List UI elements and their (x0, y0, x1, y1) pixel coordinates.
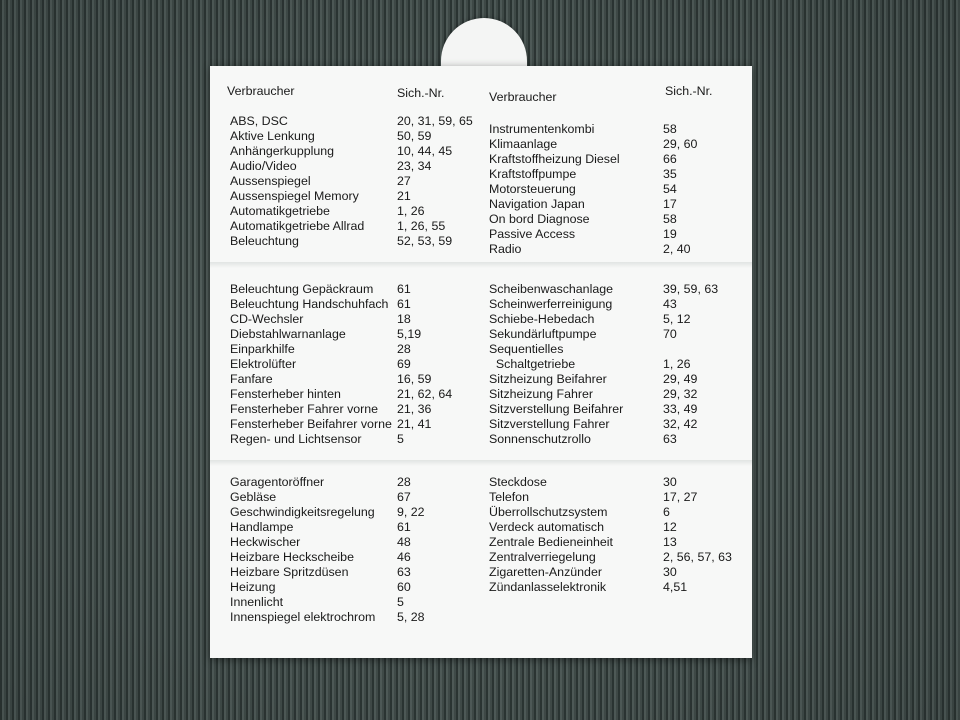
fuse-number: 58 (663, 212, 677, 226)
consumer-name: Verdeck automatisch (489, 520, 605, 534)
fuse-number: 23, 34 (397, 159, 432, 173)
fuse-number: 16, 59 (397, 372, 432, 386)
right-header-consumer (489, 90, 557, 105)
fuse-number: 5 (397, 432, 404, 446)
consumer-name: Überrollschutzsystem (489, 505, 608, 519)
left-header-consumer (227, 84, 295, 99)
consumer-name: Schiebe-Hebedach (489, 312, 595, 326)
consumer-name: Passive Access (489, 227, 576, 241)
consumer-name: Anhängerkupplung (230, 144, 335, 158)
consumer-name: Motorsteuerung (489, 182, 576, 196)
consumer-name: Elektrolüfter (230, 357, 297, 371)
fuse-number: 9, 22 (397, 505, 425, 519)
consumer-name: Fensterheber Beifahrer vorne (230, 417, 392, 431)
header-consumer-label: Verbraucher (489, 90, 557, 104)
fuse-number: 5 (397, 595, 404, 609)
consumer-name: Gebläse (230, 490, 277, 504)
fuse-number: 69 (397, 357, 411, 371)
fuse-number: 33, 49 (663, 402, 698, 416)
consumer-name: Schaltgetriebe (489, 357, 576, 371)
fuse-number: 5, 28 (397, 610, 425, 624)
consumer-name: Radio (489, 242, 522, 256)
consumer-name: Fensterheber hinten (230, 387, 341, 401)
fuse-number: 58 (663, 122, 677, 136)
consumer-name: Regen- und Lichtsensor (230, 432, 362, 446)
fuse-number: 30 (663, 475, 677, 489)
consumer-name: Sekundärluftpumpe (489, 327, 597, 341)
consumer-name: CD-Wechsler (230, 312, 304, 326)
fuse-number: 5,19 (397, 327, 422, 341)
fuse-number: 1, 26 (663, 357, 691, 371)
consumer-name: Automatikgetriebe (230, 204, 330, 218)
right-header-fuse (665, 84, 713, 99)
fuse-number: 17, 27 (663, 490, 698, 504)
fuse-number: 61 (397, 297, 411, 311)
consumer-name: Heizbare Spritzdüsen (230, 565, 349, 579)
consumer-name: Aktive Lenkung (230, 129, 315, 143)
fuse-number: 66 (663, 152, 677, 166)
consumer-name: Scheibenwaschanlage (489, 282, 613, 296)
consumer-name: Telefon (489, 490, 529, 504)
consumer-name: Beleuchtung Handschuhfach (230, 297, 389, 311)
consumer-name: Zigaretten-Anzünder (489, 565, 602, 579)
fuse-number: 29, 60 (663, 137, 698, 151)
fuse-number: 21 (397, 189, 411, 203)
consumer-name: Innenspiegel elektrochrom (230, 610, 376, 624)
consumer-name: Automatikgetriebe Allrad (230, 219, 365, 233)
fuse-number: 28 (397, 342, 411, 356)
fuse-number: 2, 40 (663, 242, 691, 256)
consumer-name: Scheinwerferreinigung (489, 297, 613, 311)
fuse-number: 54 (663, 182, 677, 196)
fuse-number: 29, 32 (663, 387, 698, 401)
consumer-name: Beleuchtung (230, 234, 299, 248)
consumer-name: Fensterheber Fahrer vorne (230, 402, 379, 416)
fuse-number: 67 (397, 490, 411, 504)
consumer-name: Aussenspiegel Memory (230, 189, 359, 203)
consumer-name: Sitzheizung Fahrer (489, 387, 593, 401)
fuse-number: 21, 62, 64 (397, 387, 453, 401)
consumer-name: ABS, DSC (230, 114, 288, 128)
consumer-name: Kraftstoffheizung Diesel (489, 152, 620, 166)
fuse-number: 20, 31, 59, 65 (397, 114, 473, 128)
fuse-number: 50, 59 (397, 129, 432, 143)
consumer-name: On bord Diagnose (489, 212, 590, 226)
consumer-name: Audio/Video (230, 159, 297, 173)
consumer-name: Diebstahlwarnanlage (230, 327, 346, 341)
consumer-name: Steckdose (489, 475, 547, 489)
consumer-name: Zentralverriegelung (489, 550, 596, 564)
header-consumer-label: Verbraucher (227, 84, 295, 98)
fuse-number: 61 (397, 520, 411, 534)
header-fuse-label: Sich.-Nr. (397, 86, 445, 100)
consumer-name: Zündanlasselektronik (489, 580, 607, 594)
consumer-name: Kraftstoffpumpe (489, 167, 577, 181)
fuse-number: 18 (397, 312, 411, 326)
consumer-name: Sequentielles (489, 342, 564, 356)
consumer-name: Sonnenschutzrollo (489, 432, 591, 446)
consumer-name: Geschwindigkeitsregelung (230, 505, 375, 519)
fuse-number: 6 (663, 505, 670, 519)
fuse-number: 12 (663, 520, 677, 534)
fuse-number: 1, 26 (397, 204, 425, 218)
fuse-number: 35 (663, 167, 677, 181)
consumer-name: Zentrale Bedieneinheit (489, 535, 613, 549)
fuse-number: 43 (663, 297, 677, 311)
consumer-name: Heizbare Heckscheibe (230, 550, 354, 564)
consumer-name: Garagentoröffner (230, 475, 325, 489)
fuse-number: 28 (397, 475, 411, 489)
consumer-name: Sitzverstellung Fahrer (489, 417, 610, 431)
fuse-number: 46 (397, 550, 411, 564)
fuse-number: 5, 12 (663, 312, 691, 326)
fuse-number: 61 (397, 282, 411, 296)
consumer-name: Einparkhilfe (230, 342, 295, 356)
fuse-number: 52, 53, 59 (397, 234, 453, 248)
consumer-name: Sitzheizung Beifahrer (489, 372, 607, 386)
fuse-number: 21, 41 (397, 417, 432, 431)
fuse-number: 63 (397, 565, 411, 579)
fuse-number: 63 (663, 432, 677, 446)
fuse-number: 1, 26, 55 (397, 219, 446, 233)
fuse-number: 39, 59, 63 (663, 282, 719, 296)
consumer-name: Aussenspiegel (230, 174, 311, 188)
consumer-name: Heizung (230, 580, 276, 594)
fuse-number: 17 (663, 197, 677, 211)
consumer-name: Klimaanlage (489, 137, 558, 151)
fuse-number: 32, 42 (663, 417, 698, 431)
fuse-number: 60 (397, 580, 411, 594)
consumer-name: Sitzverstellung Beifahrer (489, 402, 624, 416)
fuse-number: 21, 36 (397, 402, 432, 416)
fuse-number: 19 (663, 227, 677, 241)
consumer-name: Navigation Japan (489, 197, 585, 211)
fuse-number: 30 (663, 565, 677, 579)
fuse-number: 70 (663, 327, 677, 341)
fuse-number: 4,51 (663, 580, 688, 594)
fuse-number: 13 (663, 535, 677, 549)
consumer-name: Beleuchtung Gepäckraum (230, 282, 374, 296)
fuse-table (210, 66, 752, 658)
fuse-number: 27 (397, 174, 411, 188)
fuse-number: 2, 56, 57, 63 (663, 550, 732, 564)
consumer-name: Innenlicht (230, 595, 284, 609)
consumer-name: Handlampe (230, 520, 294, 534)
consumer-name: Fanfare (230, 372, 273, 386)
consumer-name: Instrumentenkombi (489, 122, 595, 136)
fuse-assignment-sheet (210, 66, 752, 658)
header-fuse-label: Sich.-Nr. (665, 84, 713, 98)
fuse-number: 10, 44, 45 (397, 144, 453, 158)
fuse-number: 29, 49 (663, 372, 698, 386)
left-header-fuse (397, 86, 445, 101)
consumer-name: Heckwischer (230, 535, 301, 549)
fuse-number: 48 (397, 535, 411, 549)
